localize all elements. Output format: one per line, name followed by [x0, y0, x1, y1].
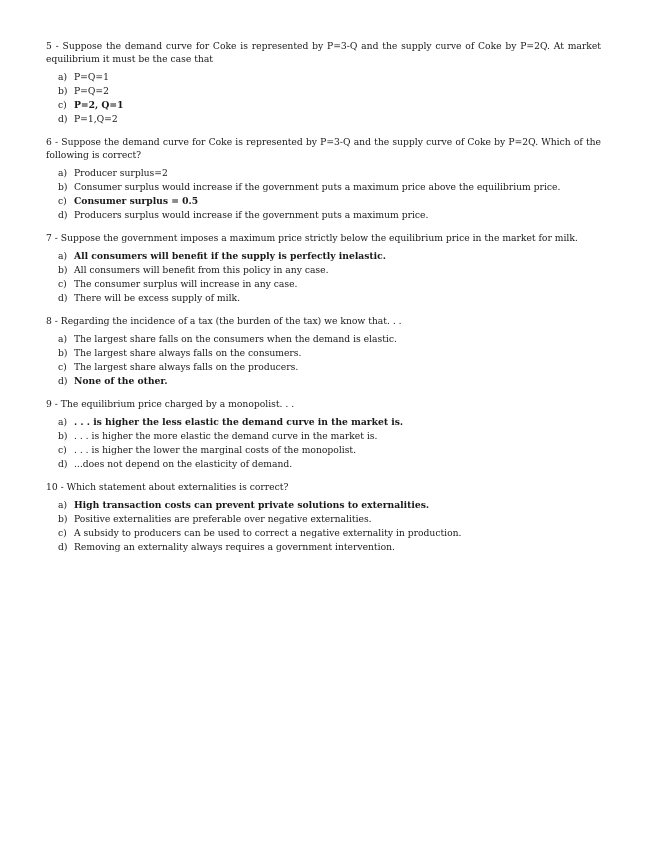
option-text: ...does not depend on the elasticity of demand.	[74, 459, 293, 470]
option-text: P=Q=2	[74, 86, 109, 97]
option-text: The largest share falls on the consumers when the demand is elastic.	[74, 334, 397, 345]
option-letter: d)	[58, 210, 68, 221]
option-letter: d)	[58, 376, 68, 387]
option-letter: c)	[58, 528, 67, 539]
question-7	[46, 232, 601, 306]
option-list	[46, 250, 601, 306]
option-c	[58, 99, 601, 113]
option-letter: a)	[58, 417, 68, 428]
question-9	[46, 398, 601, 472]
option-b	[58, 181, 601, 195]
question-stem: 9 - The equilibrium price charged by a monopolist. . .	[46, 399, 295, 410]
option-c	[58, 444, 601, 458]
question-stem: 6 - Suppose the demand curve for Coke is represented by P=3-Q and the supply curve of Coke by P=2Q. Which of the following is correct?	[46, 137, 601, 161]
option-text: High transaction costs can prevent private solutions to externalities.	[74, 500, 430, 511]
option-b	[58, 85, 601, 99]
option-b	[58, 513, 601, 527]
option-c	[58, 361, 601, 375]
option-text: P=1,Q=2	[74, 114, 118, 125]
option-a	[58, 499, 601, 513]
option-text: There will be excess supply of milk.	[74, 293, 240, 304]
option-text: . . . is higher the less elastic the demand curve in the market is.	[74, 417, 404, 428]
option-letter: a)	[58, 168, 68, 179]
option-letter: d)	[58, 114, 68, 125]
option-letter: d)	[58, 542, 68, 553]
option-letter: c)	[58, 279, 67, 290]
option-letter: a)	[58, 334, 68, 345]
option-b	[58, 430, 601, 444]
option-letter: c)	[58, 196, 67, 207]
question-8	[46, 315, 601, 389]
option-letter: c)	[58, 445, 67, 456]
option-d	[58, 209, 601, 223]
option-text: P=Q=1	[74, 72, 109, 83]
option-text: All consumers will benefit if the supply is perfectly inelastic.	[74, 251, 386, 262]
option-a	[58, 250, 601, 264]
option-list	[46, 167, 601, 223]
question-stem: 10 - Which statement about externalities is correct?	[46, 482, 289, 493]
option-d	[58, 113, 601, 127]
option-text: None of the other.	[74, 376, 168, 387]
option-text: Producers surplus would increase if the government puts a maximum price.	[74, 210, 429, 221]
option-a	[58, 416, 601, 430]
option-text: . . . is higher the more elastic the demand curve in the market is.	[74, 431, 378, 442]
option-letter: b)	[58, 348, 68, 359]
option-text: . . . is higher the lower the marginal costs of the monopolist.	[74, 445, 357, 456]
option-text: Producer surplus=2	[74, 168, 168, 179]
option-list	[46, 333, 601, 389]
option-letter: b)	[58, 86, 68, 97]
option-c	[58, 195, 601, 209]
option-text: A subsidy to producers can be used to correct a negative externality in production.	[74, 528, 462, 539]
option-text: The largest share always falls on the consumers.	[74, 348, 302, 359]
option-letter: b)	[58, 431, 68, 442]
option-text: P=2, Q=1	[74, 100, 124, 111]
question-6	[46, 136, 601, 223]
question-5	[46, 40, 601, 127]
option-letter: c)	[58, 362, 67, 373]
option-c	[58, 278, 601, 292]
option-letter: a)	[58, 251, 68, 262]
question-stem: 7 - Suppose the government imposes a maximum price strictly below the equilibrium price in the market for milk.	[46, 233, 578, 244]
question-10	[46, 481, 601, 555]
option-d	[58, 541, 601, 555]
option-text: All consumers will benefit from this policy in any case.	[74, 265, 329, 276]
option-letter: a)	[58, 72, 68, 83]
option-d	[58, 458, 601, 472]
option-list	[46, 416, 601, 472]
option-b	[58, 264, 601, 278]
option-letter: c)	[58, 100, 67, 111]
option-a	[58, 333, 601, 347]
option-text: Positive externalities are preferable over negative externalities.	[74, 514, 372, 525]
option-letter: b)	[58, 265, 68, 276]
option-text: Consumer surplus = 0.5	[74, 196, 199, 207]
option-text: Removing an externality always requires a government intervention.	[74, 542, 395, 553]
option-b	[58, 347, 601, 361]
option-list	[46, 499, 601, 555]
option-a	[58, 71, 601, 85]
option-d	[58, 375, 601, 389]
option-list	[46, 71, 601, 127]
option-letter: d)	[58, 459, 68, 470]
option-a	[58, 167, 601, 181]
option-c	[58, 527, 601, 541]
option-text: The consumer surplus will increase in any case.	[74, 279, 298, 290]
option-d	[58, 292, 601, 306]
option-text: The largest share always falls on the producers.	[74, 362, 299, 373]
document-page	[46, 40, 601, 564]
question-stem: 5 - Suppose the demand curve for Coke is represented by P=3-Q and the supply curve of Coke by P=2Q. At market equilibrium it must be the case that	[46, 41, 601, 65]
option-letter: d)	[58, 293, 68, 304]
option-text: Consumer surplus would increase if the government puts a maximum price above the equilibrium price.	[74, 182, 561, 193]
question-stem: 8 - Regarding the incidence of a tax (the burden of the tax) we know that. . .	[46, 316, 402, 327]
option-letter: a)	[58, 500, 68, 511]
option-letter: b)	[58, 182, 68, 193]
option-letter: b)	[58, 514, 68, 525]
